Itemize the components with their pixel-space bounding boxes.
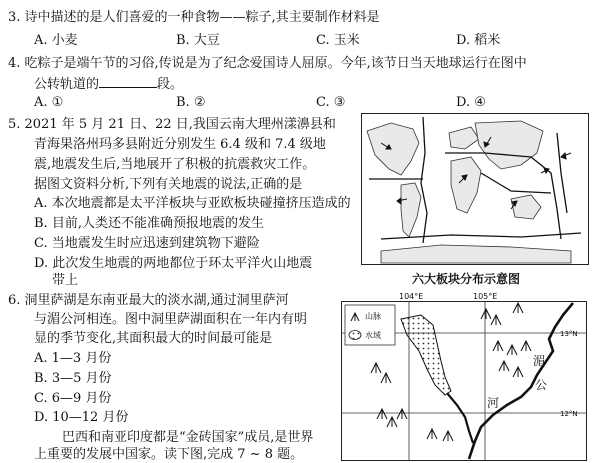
q4-answer-blank: [99, 75, 157, 88]
water-legend-icon: [349, 331, 361, 340]
tectonic-plate-map: [361, 113, 589, 265]
q5-option-d-continued: 带上: [52, 273, 79, 288]
river-label-char-3: 河: [487, 396, 500, 410]
q4-stem-line2: [34, 75, 183, 93]
q6-line-1: 6. 洞里萨湖是东南亚最大的淡水湖,通过洞里萨河: [8, 293, 289, 308]
q3-option-c: C. 玉米: [316, 33, 360, 48]
q6-option-a: A. 1—3 月份: [34, 351, 112, 366]
q3-option-a: A. 小麦: [34, 33, 78, 48]
q3-option-b: B. 大豆: [176, 33, 220, 48]
lon-label-105: 105°E: [473, 292, 498, 301]
q5-line-3: 震,地震发生后,当地展开了积极的抗震救灾工作。: [34, 157, 316, 172]
q4-option-c: C. ③: [316, 95, 346, 110]
q4-stem-pre: 公转轨道的: [34, 77, 100, 92]
q5-option-d: D. 此次发生地震的两地都位于环太平洋火山地震: [34, 256, 313, 271]
q5-option-a: A. 本次地震都是太平洋板块与亚欧板块碰撞挤压造成的: [34, 196, 351, 211]
q6-line-2: 与湄公河相连。图中洞里萨湖面积在一年内有明: [34, 312, 308, 327]
q5-line-2: 青海果洛州玛多县附近分别发生 6.4 级和 7.4 级地: [34, 137, 326, 152]
intro-7-8-line-1: 巴西和南亚印度都是“金砖国家”成员,是世界: [62, 430, 314, 445]
tonle-sap-map: [341, 291, 587, 461]
q5-option-c: C. 当地震发生时应迅速到建筑物下避险: [34, 236, 260, 251]
q5-line-1: 5. 2021 年 5 月 21 日、22 日,我国云南大理州漾濞县和: [8, 117, 336, 132]
plate-map-caption: 六大板块分布示意图: [412, 272, 521, 286]
q3-option-d: D. 稻米: [456, 33, 501, 48]
legend-mountain-label: 山脉: [365, 312, 381, 321]
lat-label-12: 12°N: [560, 410, 578, 418]
q6-option-d: D. 10—12 月份: [34, 410, 129, 425]
lat-label-13: 13°N: [560, 330, 578, 338]
q3-stem: 3. 诗中描述的是人们喜爱的一种食物——粽子,其主要制作材料是: [8, 10, 380, 25]
q6-option-c: C. 6—9 月份: [34, 391, 112, 406]
river-label-char-1: 湄: [533, 354, 546, 368]
q6-option-b: B. 3—5 月份: [34, 371, 112, 386]
lon-label-104: 104°E: [399, 292, 424, 301]
q4-stem-line1: 4. 吃粽子是端午节的习俗,传说是为了纪念爱国诗人屈原。今年,该节日当天地球运行在图中: [8, 56, 527, 71]
q4-option-a: A. ①: [34, 95, 64, 110]
q4-option-b: B. ②: [176, 95, 206, 110]
q5-option-b: B. 目前,人类还不能准确预报地震的发生: [34, 216, 264, 231]
q5-line-4: 据图文资料分析,下列有关地震的说法,正确的是: [34, 177, 303, 192]
q6-line-3: 显的季节变化,其面积最大的时间最可能是: [34, 331, 273, 346]
q4-stem-post: 段。: [157, 77, 184, 92]
legend-water-label: 水域: [365, 331, 381, 340]
q4-option-d: D. ④: [456, 95, 486, 110]
intro-7-8-line-2: 上重要的发展中国家。读下图,完成 7 ~ 8 题。: [34, 447, 304, 462]
river-label-char-2: 公: [535, 378, 548, 392]
